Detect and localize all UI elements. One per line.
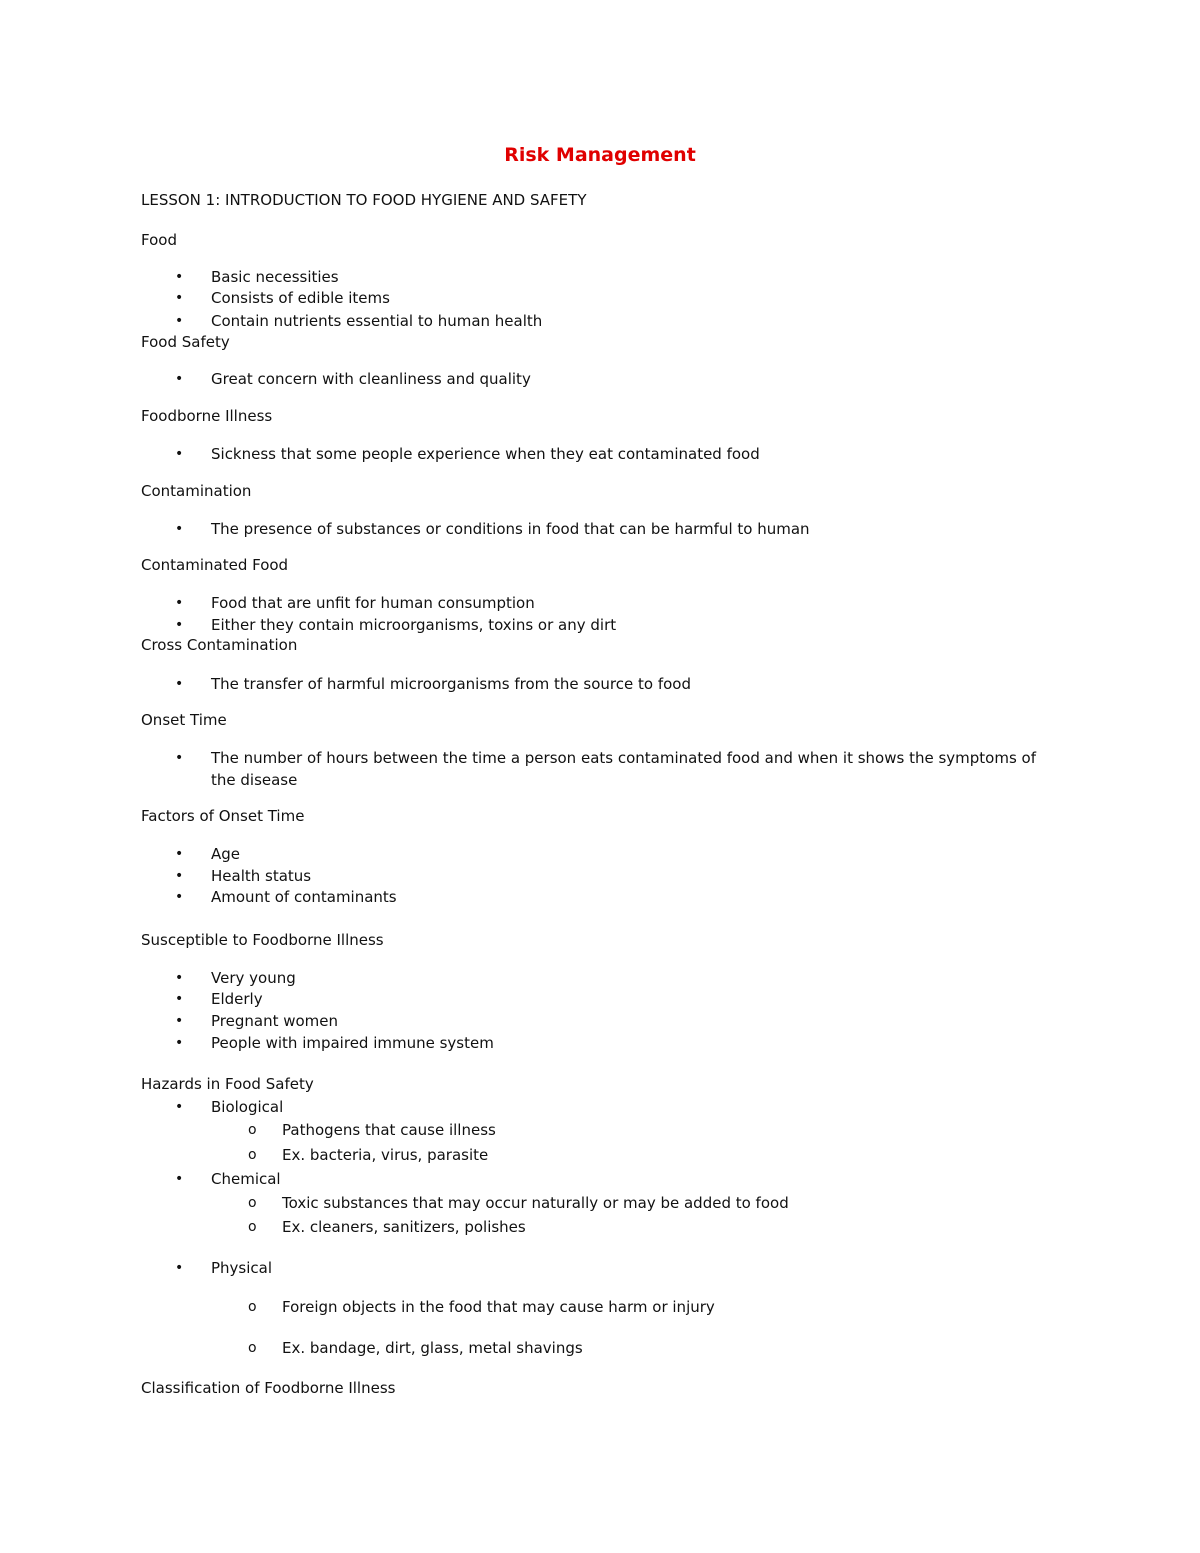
sub-bullet-icon: o <box>248 1195 257 1211</box>
sub-bullet-icon: o <box>248 1219 257 1235</box>
bullet-icon: • <box>175 290 184 306</box>
bullet-icon: • <box>175 313 184 329</box>
sub-list-item: Ex. bacteria, virus, parasite <box>282 1146 489 1164</box>
list-item: Elderly <box>211 990 263 1008</box>
list-item: Sickness that some people experience when they eat contaminated food <box>211 445 760 463</box>
bullet-icon: • <box>175 868 184 884</box>
list-item: The transfer of harmful microorganisms from the source to food <box>211 675 691 693</box>
bullet-icon: • <box>175 617 184 633</box>
list-item: The presence of substances or conditions in food that can be harmful to human <box>211 520 810 538</box>
hazard-group-label: Biological <box>211 1098 284 1116</box>
bullet-icon: • <box>175 1260 184 1276</box>
sub-list-item: Toxic substances that may occur naturally or may be added to food <box>282 1194 789 1212</box>
document-title: Risk Management <box>504 144 696 166</box>
section-heading-contaminated-food: Contaminated Food <box>141 556 289 574</box>
list-item: The number of hours between the time a person eats contaminated food and when it shows the symptoms of the disease <box>211 749 1037 789</box>
bullet-icon: • <box>175 970 184 986</box>
list-item: Pregnant women <box>211 1012 339 1030</box>
bullet-icon: • <box>175 991 184 1007</box>
sub-bullet-icon: o <box>248 1122 257 1138</box>
section-heading-hazards: Hazards in Food Safety <box>141 1075 314 1093</box>
section-heading-cross-contamination: Cross Contamination <box>141 636 298 654</box>
bullet-icon: • <box>175 1099 184 1115</box>
list-item: Contain nutrients essential to human health <box>211 312 543 330</box>
bullet-icon: • <box>175 1035 184 1051</box>
bullet-icon: • <box>175 889 184 905</box>
section-heading-food-safety: Food Safety <box>141 333 230 351</box>
list-item: Very young <box>211 969 296 987</box>
bullet-icon: • <box>175 446 184 462</box>
bullet-icon: • <box>175 750 184 766</box>
sub-list-item: Ex. cleaners, sanitizers, polishes <box>282 1218 526 1236</box>
section-heading-susceptible: Susceptible to Foodborne Illness <box>141 931 384 949</box>
section-heading-contamination: Contamination <box>141 482 252 500</box>
list-item: Consists of edible items <box>211 289 390 307</box>
list-item: Amount of contaminants <box>211 888 397 906</box>
lesson-heading: LESSON 1: INTRODUCTION TO FOOD HYGIENE AND SAFETY <box>141 191 587 209</box>
bullet-icon: • <box>175 371 184 387</box>
section-heading-factors-onset-time: Factors of Onset Time <box>141 807 305 825</box>
section-heading-foodborne-illness: Foodborne Illness <box>141 407 273 425</box>
hazard-group-label: Chemical <box>211 1170 281 1188</box>
bullet-icon: • <box>175 846 184 862</box>
section-heading-onset-time: Onset Time <box>141 711 227 729</box>
list-item: Health status <box>211 867 312 885</box>
sub-list-item: Ex. bandage, dirt, glass, metal shavings <box>282 1339 583 1357</box>
bullet-icon: • <box>175 595 184 611</box>
section-heading-classification: Classification of Foodborne Illness <box>141 1379 396 1397</box>
bullet-icon: • <box>175 269 184 285</box>
list-item: Either they contain microorganisms, toxins or any dirt <box>211 616 617 634</box>
list-item: Basic necessities <box>211 268 339 286</box>
hazard-group-label: Physical <box>211 1259 273 1277</box>
bullet-icon: • <box>175 1171 184 1187</box>
bullet-icon: • <box>175 521 184 537</box>
sub-bullet-icon: o <box>248 1147 257 1163</box>
sub-list-item: Pathogens that cause illness <box>282 1121 496 1139</box>
sub-list-item: Foreign objects in the food that may cause harm or injury <box>282 1298 715 1316</box>
list-item: Food that are unfit for human consumption <box>211 594 535 612</box>
section-heading-food: Food <box>141 231 177 249</box>
list-item: Age <box>211 845 241 863</box>
sub-bullet-icon: o <box>248 1340 257 1356</box>
list-item: People with impaired immune system <box>211 1034 494 1052</box>
list-item: Great concern with cleanliness and quality <box>211 370 531 388</box>
bullet-icon: • <box>175 1013 184 1029</box>
bullet-icon: • <box>175 676 184 692</box>
sub-bullet-icon: o <box>248 1299 257 1315</box>
